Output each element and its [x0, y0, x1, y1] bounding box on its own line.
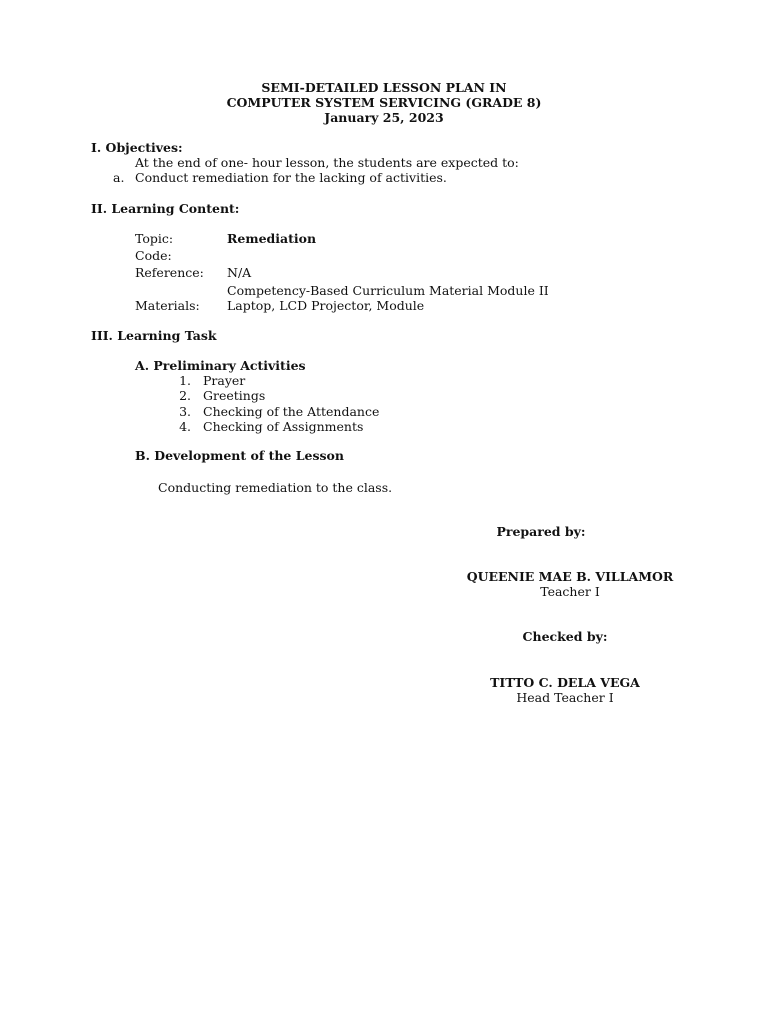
- objective-marker: a.: [113, 170, 125, 185]
- objectives-heading: I. Objectives:: [91, 140, 183, 155]
- code-label: Code:: [135, 248, 172, 263]
- prepared-by-label: Prepared by:: [496, 524, 586, 539]
- materials-label: Materials:: [135, 298, 200, 313]
- list-item-number: 4.: [179, 419, 191, 434]
- development-heading: B. Development of the Lesson: [135, 448, 344, 463]
- content-heading: II. Learning Content:: [91, 201, 240, 216]
- reference-label: Reference:: [135, 265, 204, 280]
- reference-value: N/A: [227, 265, 252, 280]
- preliminary-heading: A. Preliminary Activities: [135, 358, 306, 373]
- objectives-intro: At the end of one- hour lesson, the students are expected to:: [135, 155, 519, 170]
- list-item-number: 2.: [179, 388, 191, 403]
- header-line-2: COMPUTER SYSTEM SERVICING (GRADE 8): [226, 95, 542, 110]
- objective-item: Conduct remediation for the lacking of activities.: [135, 170, 447, 185]
- header-line-1: SEMI-DETAILED LESSON PLAN IN: [261, 80, 507, 95]
- task-heading: III. Learning Task: [91, 328, 217, 343]
- list-item: Prayer: [203, 373, 246, 388]
- preparer-name: QUEENIE MAE B. VILLAMOR: [466, 569, 674, 584]
- list-item-number: 1.: [179, 373, 191, 388]
- list-item-number: 3.: [179, 404, 191, 419]
- checked-by-label: Checked by:: [522, 629, 608, 644]
- list-item: Checking of the Attendance: [203, 404, 380, 419]
- materials-value: Laptop, LCD Projector, Module: [227, 298, 425, 313]
- checker-title: Head Teacher I: [516, 690, 614, 705]
- header-date: January 25, 2023: [324, 110, 444, 125]
- reference-extra: Competency-Based Curriculum Material Module II: [227, 283, 549, 298]
- preparer-title: Teacher I: [540, 584, 600, 599]
- topic-label: Topic:: [135, 231, 174, 246]
- list-item: Greetings: [203, 388, 266, 403]
- list-item: Checking of Assignments: [203, 419, 364, 434]
- development-text: Conducting remediation to the class.: [158, 480, 393, 495]
- checker-name: TITTO C. DELA VEGA: [490, 675, 640, 690]
- topic-value: Remediation: [227, 231, 317, 246]
